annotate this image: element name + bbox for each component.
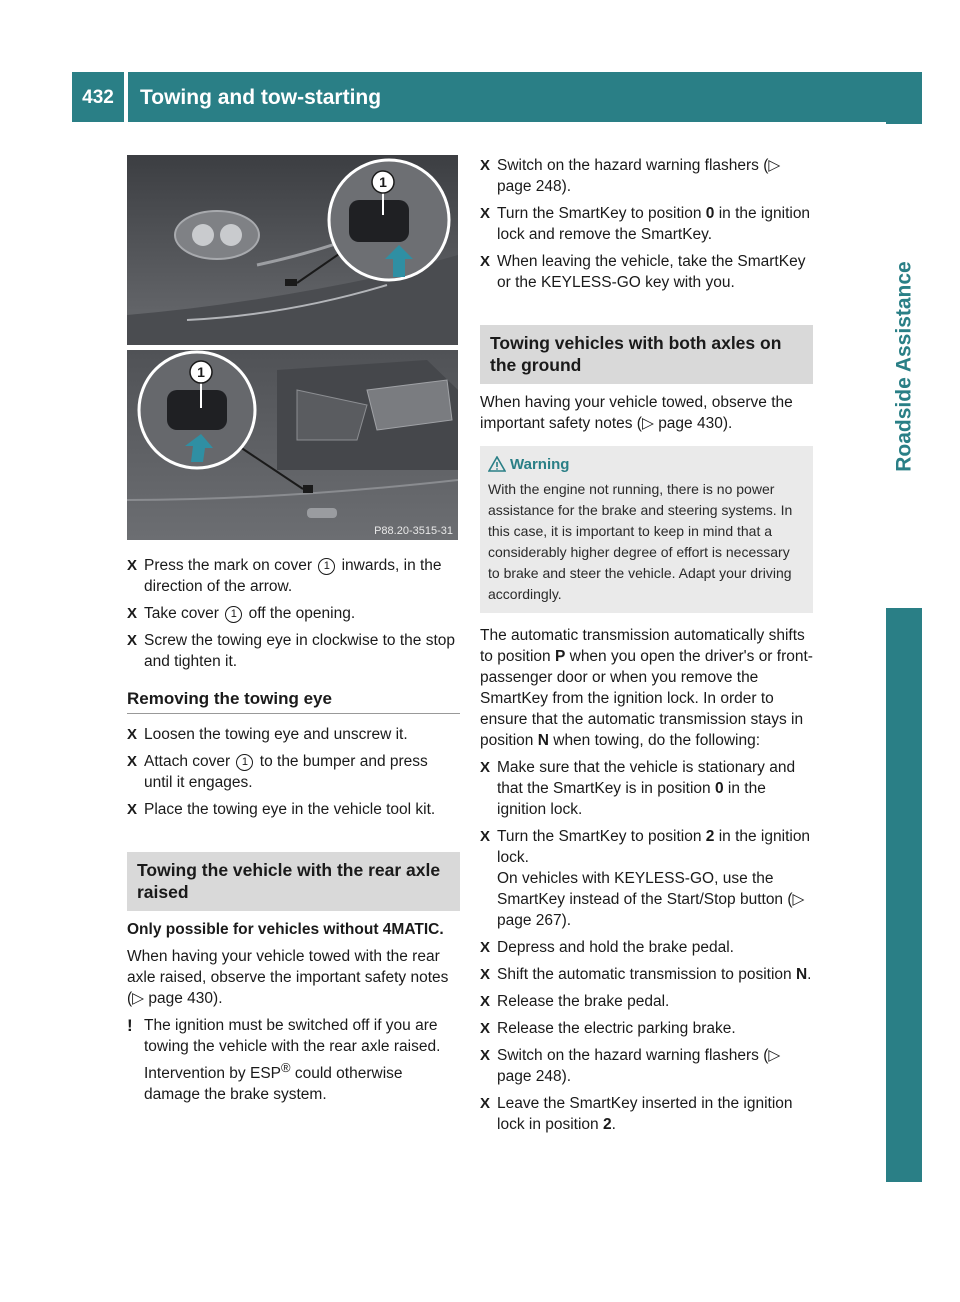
step-marker: X (480, 759, 491, 776)
step-marker: X (480, 1020, 491, 1037)
step-extra-text: On vehicles with KEYLESS-GO, use the SmartKey instead of the Start/Stop button (▷ page 267). (497, 870, 805, 929)
step-text: in the ignition lock and remove the SmartKey. (497, 205, 811, 243)
page-title: Towing and tow-starting (128, 72, 886, 122)
step-marker: X (127, 801, 138, 818)
step-text: Switch on the hazard warning flashers (▷ page 248). (497, 157, 781, 195)
step-key: 0 (705, 205, 715, 222)
step-marker: X (480, 157, 491, 174)
position-key: P (554, 648, 566, 665)
paragraph-text: when towing, do the following: (548, 732, 761, 749)
step-text: Attach cover (144, 753, 235, 770)
subheading: Removing the towing eye (127, 688, 460, 714)
step-text: Shift the automatic transmission to position (497, 966, 796, 983)
step (480, 937, 813, 958)
step-text: Press the mark on cover (144, 557, 317, 574)
side-tab-label (886, 124, 922, 608)
car-front-illustration (127, 155, 458, 345)
paragraph: When having your vehicle towed with the rear axle raised, observe the important safety notes (▷ page 430). (127, 948, 449, 1007)
step-text: Turn the SmartKey to position (497, 828, 706, 845)
step-text: . (611, 1116, 616, 1133)
step-text: to the bumper and press until it engages. (144, 753, 428, 791)
callout-marker: 1 (225, 606, 242, 623)
step-marker: X (480, 939, 491, 956)
step-marker: X (480, 966, 491, 983)
section-heading: Towing the vehicle with the rear axle raised (127, 852, 460, 911)
callout-number: 1 (197, 364, 205, 380)
warning-header (488, 454, 805, 475)
step-key: N (795, 966, 808, 983)
left-column (127, 555, 460, 1111)
step-marker: X (127, 632, 138, 649)
step-text: Depress and hold the brake pedal. (497, 939, 734, 956)
step (127, 724, 460, 745)
right-column (480, 155, 813, 1141)
step (480, 1093, 813, 1135)
step-marker: X (127, 753, 138, 770)
step-text: in the ignition lock. (497, 828, 811, 866)
paragraph-text: The automatic transmission automatically shifts to position (480, 627, 805, 665)
callout-marker: 1 (318, 558, 335, 575)
section-label: Roadside Assistance (892, 260, 916, 472)
step-text: When leaving the vehicle, take the SmartKey or the KEYLESS-GO key with you. (497, 253, 806, 291)
step-text: Release the electric parking brake. (497, 1020, 736, 1037)
step-text: Release the brake pedal. (497, 993, 670, 1010)
step-marker: X (127, 557, 138, 574)
step (127, 603, 460, 624)
step (127, 799, 460, 820)
warning-title: Warning (510, 456, 570, 473)
step (480, 964, 813, 985)
step-text: inwards, in the direction of the arrow. (144, 557, 442, 595)
paragraph: When having your vehicle towed, observe the important safety notes (▷ page 430). (480, 394, 793, 432)
step-key: 0 (714, 780, 724, 797)
step-text: Loosen the towing eye and unscrew it. (144, 726, 408, 743)
note-text: The ignition must be switched off if you are towing the vehicle with the rear axle raised. Intervention by ESP (144, 1017, 441, 1083)
step-text: Switch on the hazard warning flashers (▷ page 248). (497, 1047, 781, 1085)
step-key: 2 (705, 828, 715, 845)
step-key: 2 (602, 1116, 612, 1133)
step-text: off the opening. (244, 605, 356, 622)
step (480, 757, 813, 820)
step-marker: X (480, 1095, 491, 1112)
car-rear-illustration (127, 350, 458, 540)
step-text: Take cover (144, 605, 224, 622)
step (127, 630, 460, 672)
callout-marker: 1 (236, 754, 253, 771)
step-text: Make sure that the vehicle is stationary and that the SmartKey is in position (497, 759, 796, 797)
caution-note (127, 1015, 460, 1105)
step (127, 555, 460, 597)
figure-front-bumper-top (127, 155, 458, 345)
callout-number: 1 (379, 174, 387, 190)
position-key: N (537, 732, 549, 749)
step-marker: X (480, 1047, 491, 1064)
step-marker: X (480, 205, 491, 222)
step (480, 1045, 813, 1087)
figure-code: P88.20-3515-31 (374, 525, 453, 537)
step-text: Turn the SmartKey to position (497, 205, 706, 222)
warning-text: With the engine not running, there is no power assistance for the brake and steering systems. In this case, it is important to keep in mind that a considerably higher degree of effort is necessary to brake and steer the vehicle. Adapt your driving accordingly. (488, 481, 793, 602)
warning-triangle-icon (488, 456, 506, 472)
step-marker: X (480, 993, 491, 1010)
bold-paragraph: Only possible for vehicles without 4MATIC. (127, 921, 444, 938)
paragraph (480, 625, 813, 751)
paragraph-text: when you open the driver's or front-passenger door or when you remove the SmartKey from the ignition lock. In order to ensure that the automatic transmission stays in position (480, 648, 813, 749)
warning-box (480, 446, 813, 613)
figure-rear-bumper-bottom (127, 350, 458, 540)
step (480, 155, 813, 197)
step-text: Leave the SmartKey inserted in the ignition lock in position (497, 1095, 793, 1133)
step-marker: X (127, 605, 138, 622)
registered-mark: ® (281, 1060, 291, 1075)
caution-icon: ! (127, 1016, 133, 1035)
step-text: Place the towing eye in the vehicle tool kit. (144, 801, 436, 818)
step (480, 251, 813, 293)
step-text: . (807, 966, 812, 983)
step (480, 991, 813, 1012)
step (480, 203, 813, 245)
step (480, 1018, 813, 1039)
step (127, 751, 460, 793)
section-heading: Towing vehicles with both axles on the ground (480, 325, 813, 384)
page-number: 432 (72, 72, 124, 122)
step-marker: X (480, 828, 491, 845)
step-marker: X (480, 253, 491, 270)
step (480, 826, 813, 931)
note-text: could otherwise damage the brake system. (144, 1065, 403, 1104)
step-text: Screw the towing eye in clockwise to the stop and tighten it. (144, 632, 456, 670)
step-text: in the ignition lock. (497, 780, 766, 818)
step-marker: X (127, 726, 138, 743)
